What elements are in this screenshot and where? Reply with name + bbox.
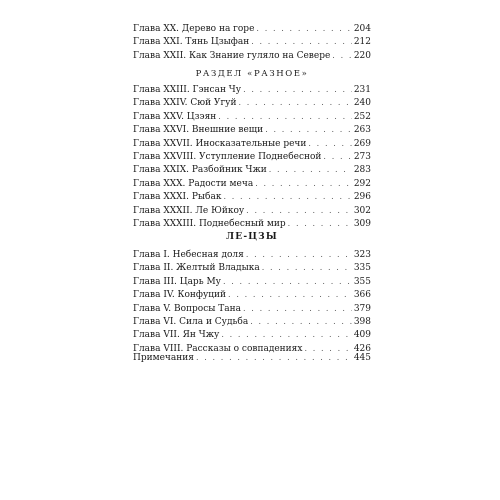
toc-leader <box>246 248 352 261</box>
toc-entry <box>133 110 371 123</box>
toc-leader <box>251 35 352 48</box>
toc-leader <box>255 177 352 190</box>
toc-leader <box>332 49 352 62</box>
toc-entry-page: 273 <box>353 151 371 162</box>
toc-entry-page: 283 <box>353 165 371 176</box>
toc-entry-title: Глава I. Небесная доля <box>133 250 244 260</box>
toc-leader <box>308 137 351 150</box>
toc-entry-title: Глава XX. Дерево на горе <box>133 24 255 34</box>
toc-entry <box>133 123 371 136</box>
toc-leader <box>196 351 352 364</box>
toc-entry-page: 292 <box>353 178 371 189</box>
toc-entry-title: Глава XXXII. Ле Юйкоу <box>133 205 245 216</box>
toc-leader <box>223 275 352 288</box>
toc-group-raznoe <box>133 83 371 230</box>
toc-group-notes <box>133 351 371 364</box>
toc-leader <box>269 163 352 176</box>
toc-entry-title: Глава XXIX. Разбойник Чжи <box>133 165 267 176</box>
toc-leader <box>243 83 352 96</box>
toc-entry-title: Глава VI. Сила и Судьба <box>133 316 249 327</box>
toc-entry-title: Глава XXIV. Сюй Угуй <box>133 98 237 109</box>
toc-entry <box>133 163 371 176</box>
toc-entry-title: Глава XXXIII. Поднебесный мир <box>133 218 286 229</box>
toc-entry-page: 409 <box>353 330 371 341</box>
toc-entry <box>133 261 371 274</box>
toc-entry <box>133 204 371 217</box>
toc-entry-title: Глава XXV. Цзэян <box>133 111 217 122</box>
toc-entry-page: 366 <box>353 290 371 301</box>
toc-entry <box>133 275 371 288</box>
toc-entry-title: Глава XXII. Как Знание гуляло на Севере <box>133 50 331 61</box>
toc-entry-page: 398 <box>353 316 371 327</box>
toc-entry-page: 302 <box>353 205 371 216</box>
toc-entry-page: 252 <box>353 111 371 122</box>
toc-group-zhuangzi-end <box>133 22 371 62</box>
toc-entry-page: 379 <box>353 303 371 314</box>
toc-leader <box>218 110 352 123</box>
toc-entry-title: Глава V. Вопросы Тана <box>133 303 241 314</box>
toc-entry-page: 309 <box>353 218 371 229</box>
toc-entry-title: Глава III. Царь Му <box>133 276 221 287</box>
toc-entry-title: Глава IV. Конфуций <box>133 290 227 301</box>
toc-entry <box>133 83 371 96</box>
toc-leader <box>250 315 352 328</box>
toc-entry <box>133 49 371 62</box>
toc-leader <box>323 150 351 163</box>
toc-entry-page: 426 <box>353 343 371 354</box>
toc-entry-page: 296 <box>353 192 371 203</box>
toc-leader <box>265 123 352 136</box>
toc-entry-page: 212 <box>353 37 371 48</box>
toc-entry <box>133 315 371 328</box>
toc-entry-page: 231 <box>353 85 371 95</box>
toc-entry <box>133 288 371 301</box>
toc-entry <box>133 150 371 163</box>
toc-entry-page: 263 <box>353 125 371 136</box>
toc-entry-page: 269 <box>353 138 371 149</box>
toc-entry-title: Глава XXVIII. Уступление Поднебесной <box>133 151 322 162</box>
toc-entry <box>133 22 371 35</box>
toc-entry-page: 204 <box>353 24 371 34</box>
toc-entry-title: Примечания <box>133 353 194 363</box>
toc-entry <box>133 137 371 150</box>
toc-leader <box>238 96 351 109</box>
toc-entry-page: 445 <box>353 353 371 363</box>
toc-leader <box>228 288 352 301</box>
toc-entry <box>133 190 371 203</box>
toc-entry-title: Глава XXX. Радости меча <box>133 178 254 189</box>
toc-leader <box>262 261 352 274</box>
toc-leader <box>246 204 352 217</box>
toc-entry-title: Глава XXVI. Внешние вещи <box>133 125 264 136</box>
toc-entry-title: Глава II. Желтый Владыка <box>133 263 260 274</box>
toc-entry-notes <box>133 351 371 364</box>
toc-leader <box>256 22 351 35</box>
toc-entry-title: Глава XXIII. Гэнсан Чу <box>133 85 242 95</box>
toc-entry-page: 220 <box>353 50 371 61</box>
section-heading-liezi: ЛЕ-ЦЗЫ <box>226 232 278 242</box>
toc-leader <box>243 302 352 315</box>
toc-entry-title: Глава XXI. Тянь Цзыфан <box>133 37 250 48</box>
toc-entry <box>133 248 371 261</box>
toc-entry-page: 355 <box>353 276 371 287</box>
toc-leader <box>288 217 352 230</box>
toc-leader <box>223 190 351 203</box>
toc-entry-title: Глава XXXI. Рыбак <box>133 192 222 203</box>
toc-entry-title: Глава VIII. Рассказы о совпадениях <box>133 343 303 354</box>
toc-entry <box>133 35 371 48</box>
toc-entry <box>133 328 371 341</box>
toc-entry-title: Глава VII. Ян Чжу <box>133 330 220 341</box>
toc-entry <box>133 177 371 190</box>
toc-entry-title: Глава XXVII. Иносказательные речи <box>133 138 307 149</box>
toc-entry <box>133 217 371 230</box>
toc-entry-page: 335 <box>353 263 371 274</box>
toc-entry <box>133 96 371 109</box>
toc-entry-page: 240 <box>353 98 371 109</box>
toc-leader <box>221 328 351 341</box>
toc-entry-page: 323 <box>353 250 371 260</box>
toc-group-liezi <box>133 248 371 355</box>
section-heading-raznoe: РАЗДЕЛ «РАЗНОЕ» <box>195 69 309 79</box>
toc-entry <box>133 302 371 315</box>
